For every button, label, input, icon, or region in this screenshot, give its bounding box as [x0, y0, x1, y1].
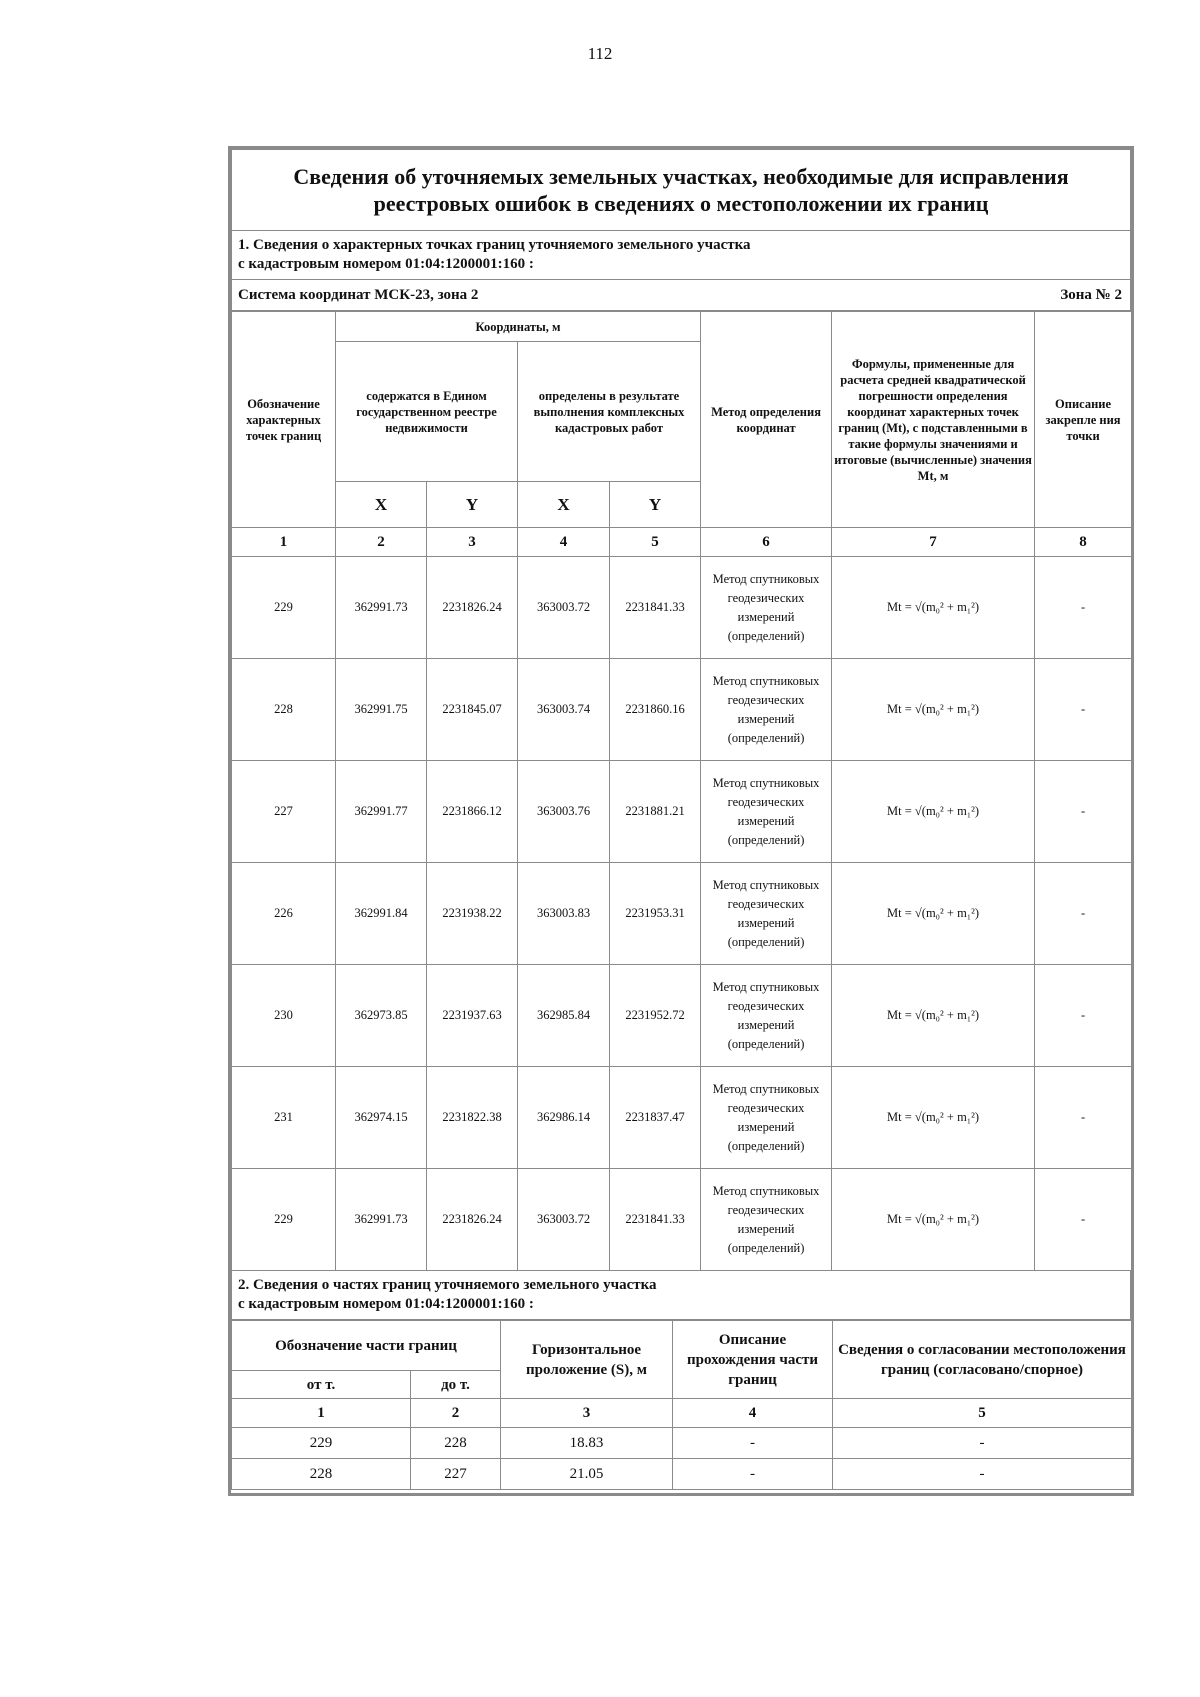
description-cell: - — [1035, 863, 1132, 965]
point-cell: 228 — [232, 659, 336, 761]
determined-y-cell: 2231860.16 — [610, 659, 701, 761]
determined-x-cell: 363003.74 — [518, 659, 610, 761]
formula-cell: Mt = √(m₀² + m₁²) — [832, 557, 1035, 659]
description-cell: - — [1035, 659, 1132, 761]
header-y1: Y — [427, 482, 518, 528]
col-number: 5 — [610, 528, 701, 557]
parts-table — [231, 1320, 1132, 1490]
col-number: 3 — [427, 528, 518, 557]
registry-x-cell: 362991.73 — [336, 1169, 427, 1271]
col-number: 2 — [411, 1399, 501, 1428]
document-frame — [228, 146, 1134, 1496]
header-formulas: Формулы, примененные для расчета средней квадратической погрешности определения координат характерных точек границ (Mt), с подставленными в такие формулы значениями и итоговые (вычисленные) значения Mt, м — [832, 312, 1035, 528]
header-y2: Y — [610, 482, 701, 528]
registry-y-cell: 2231826.24 — [427, 1169, 518, 1271]
title-table — [231, 149, 1131, 311]
col-number: 6 — [701, 528, 832, 557]
col-number: 2 — [336, 528, 427, 557]
header-part: Обозначение части границ — [232, 1321, 501, 1371]
points-body — [232, 557, 1132, 1271]
to-point-cell: 228 — [411, 1428, 501, 1459]
header-passage: Описание прохождения части границ — [673, 1321, 833, 1399]
table-row — [232, 1459, 1132, 1490]
col-number: 4 — [673, 1399, 833, 1428]
point-cell: 227 — [232, 761, 336, 863]
coord-system: Система координат МСК-23, зона 2 — [238, 286, 479, 303]
header-horizontal: Горизонтальное проложение (S), м — [501, 1321, 673, 1399]
description-cell: - — [1035, 1067, 1132, 1169]
section2-heading-table — [231, 1271, 1131, 1320]
determined-x-cell: 363003.83 — [518, 863, 610, 965]
point-cell: 230 — [232, 965, 336, 1067]
from-point-cell: 229 — [232, 1428, 411, 1459]
formula-cell: Mt = √(m₀² + m₁²) — [832, 965, 1035, 1067]
passage-cell: - — [673, 1459, 833, 1490]
table-row — [232, 1067, 1132, 1169]
table-row — [232, 659, 1132, 761]
to-point-cell: 227 — [411, 1459, 501, 1490]
determined-x-cell: 363003.76 — [518, 761, 610, 863]
point-cell: 229 — [232, 557, 336, 659]
description-cell: - — [1035, 1169, 1132, 1271]
table-row — [232, 863, 1132, 965]
registry-x-cell: 362991.84 — [336, 863, 427, 965]
determined-x-cell: 363003.72 — [518, 557, 610, 659]
point-cell: 231 — [232, 1067, 336, 1169]
determined-x-cell: 362986.14 — [518, 1067, 610, 1169]
formula-cell: Mt = √(m₀² + m₁²) — [832, 761, 1035, 863]
section2-heading-line1: 2. Сведения о частях границ уточняемого земельного участка — [238, 1277, 657, 1293]
col-number: 3 — [501, 1399, 673, 1428]
formula-cell: Mt = √(m₀² + m₁²) — [832, 1067, 1035, 1169]
header-determined: определены в результате выполнения комплексных кадастровых работ — [518, 342, 701, 482]
determined-y-cell: 2231952.72 — [610, 965, 701, 1067]
table-row — [232, 1169, 1132, 1271]
method-cell: Метод спутниковых геодезических измерений (определений) — [701, 1169, 832, 1271]
table-row — [232, 965, 1132, 1067]
passage-cell: - — [673, 1428, 833, 1459]
col-number: 4 — [518, 528, 610, 557]
document-title: Сведения об уточняемых земельных участках, необходимые для исправления реестровых ошибок в сведениях о местоположении их границ — [232, 150, 1131, 231]
section2-heading-line2: с кадастровым номером 01:04:1200001:160 : — [238, 1296, 534, 1312]
header-x1: X — [336, 482, 427, 528]
coord-system-row — [232, 280, 1131, 311]
table-row — [232, 557, 1132, 659]
points-table — [231, 311, 1132, 1271]
header-in-registry: содержатся в Едином государственном реестре недвижимости — [336, 342, 518, 482]
section1-heading-line1: 1. Сведения о характерных точках границ уточняемого земельного участка — [238, 237, 751, 253]
registry-y-cell: 2231938.22 — [427, 863, 518, 965]
page-number: 112 — [587, 44, 613, 63]
registry-y-cell: 2231845.07 — [427, 659, 518, 761]
method-cell: Метод спутниковых геодезических измерений (определений) — [701, 965, 832, 1067]
registry-x-cell: 362991.73 — [336, 557, 427, 659]
determined-y-cell: 2231953.31 — [610, 863, 701, 965]
determined-y-cell: 2231837.47 — [610, 1067, 701, 1169]
formula-cell: Mt = √(m₀² + m₁²) — [832, 1169, 1035, 1271]
section2-heading — [232, 1271, 1131, 1320]
method-cell: Метод спутниковых геодезических измерений (определений) — [701, 659, 832, 761]
distance-cell: 18.83 — [501, 1428, 673, 1459]
section1-heading — [232, 231, 1131, 280]
header-point: Обозначение характерных точек границ — [232, 312, 336, 528]
method-cell: Метод спутниковых геодезических измерений (определений) — [701, 863, 832, 965]
agreement-cell: - — [833, 1428, 1132, 1459]
determined-y-cell: 2231881.21 — [610, 761, 701, 863]
from-point-cell: 228 — [232, 1459, 411, 1490]
header-description: Описание закрепле ния точки — [1035, 312, 1132, 528]
header-method: Метод определения координат — [701, 312, 832, 528]
registry-x-cell: 362991.77 — [336, 761, 427, 863]
description-cell: - — [1035, 557, 1132, 659]
registry-y-cell: 2231866.12 — [427, 761, 518, 863]
header-x2: X — [518, 482, 610, 528]
determined-y-cell: 2231841.33 — [610, 1169, 701, 1271]
header-agreement: Сведения о согласовании местоположения границ (согласовано/спорное) — [833, 1321, 1132, 1399]
description-cell: - — [1035, 965, 1132, 1067]
formula-cell: Mt = √(m₀² + m₁²) — [832, 863, 1035, 965]
registry-y-cell: 2231822.38 — [427, 1067, 518, 1169]
table-row — [232, 1428, 1132, 1459]
determined-y-cell: 2231841.33 — [610, 557, 701, 659]
col-number: 7 — [832, 528, 1035, 557]
formula-cell: Mt = √(m₀² + m₁²) — [832, 659, 1035, 761]
method-cell: Метод спутниковых геодезических измерений (определений) — [701, 1067, 832, 1169]
col-number: 1 — [232, 1399, 411, 1428]
registry-y-cell: 2231826.24 — [427, 557, 518, 659]
col-number: 8 — [1035, 528, 1132, 557]
registry-y-cell: 2231937.63 — [427, 965, 518, 1067]
registry-x-cell: 362973.85 — [336, 965, 427, 1067]
parts-body — [232, 1428, 1132, 1490]
header-to: до т. — [411, 1371, 501, 1399]
agreement-cell: - — [833, 1459, 1132, 1490]
table-row — [232, 761, 1132, 863]
point-cell: 226 — [232, 863, 336, 965]
registry-x-cell: 362974.15 — [336, 1067, 427, 1169]
header-from: от т. — [232, 1371, 411, 1399]
point-cell: 229 — [232, 1169, 336, 1271]
header-coordinates: Координаты, м — [336, 312, 701, 342]
determined-x-cell: 363003.72 — [518, 1169, 610, 1271]
zone-label: Зона № 2 — [1060, 286, 1122, 303]
distance-cell: 21.05 — [501, 1459, 673, 1490]
registry-x-cell: 362991.75 — [336, 659, 427, 761]
col-number: 5 — [833, 1399, 1132, 1428]
determined-x-cell: 362985.84 — [518, 965, 610, 1067]
col-number: 1 — [232, 528, 336, 557]
method-cell: Метод спутниковых геодезических измерений (определений) — [701, 761, 832, 863]
description-cell: - — [1035, 761, 1132, 863]
section1-heading-line2: с кадастровым номером 01:04:1200001:160 : — [238, 256, 534, 272]
method-cell: Метод спутниковых геодезических измерений (определений) — [701, 557, 832, 659]
